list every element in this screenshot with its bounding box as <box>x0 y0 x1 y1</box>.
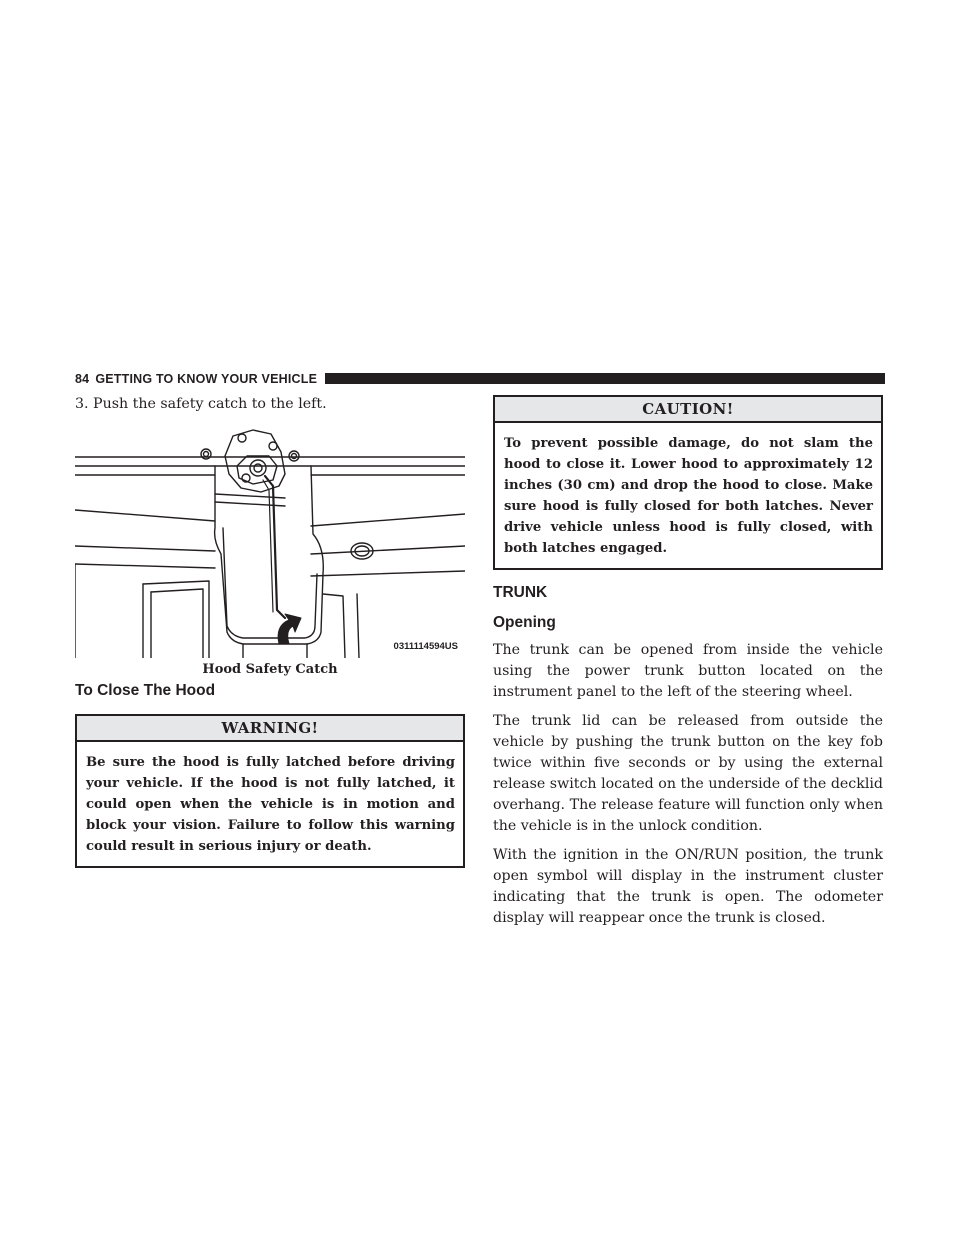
trunk-paragraph-3: With the ignition in the ON/RUN position, the trunk open symbol will display in the instrument cluster indicating that the trunk is open. The odometer display will reappear once the trunk is closed. <box>493 847 883 926</box>
caution-body: To prevent possible damage, do not slam the hood to close it. Lower hood to approximately 12 inches (30 cm) and drop the hood to close. Make sure hood is fully closed for both latches. Never drive vehicle unless hood is fully closed, with both latches engaged. <box>504 436 873 556</box>
left-column <box>75 392 465 868</box>
running-header <box>75 372 317 386</box>
trunk-heading: TRUNK <box>493 584 548 601</box>
warning-box <box>75 714 465 868</box>
hood-safety-catch-figure <box>75 426 465 680</box>
trunk-paragraph-1: The trunk can be opened from inside the vehicle using the power trunk button located on the instrument panel to the left of the steering wheel. <box>493 642 883 700</box>
step-3-text: 3. Push the safety catch to the left. <box>75 396 327 412</box>
warning-body: Be sure the hood is fully latched before driving your vehicle. If the hood is not fully latched, it could open when the vehicle is in motion and block your vision. Failure to follow this warning could result in serious injury or death. <box>86 755 455 854</box>
close-hood-heading: To Close The Hood <box>75 682 216 699</box>
trunk-paragraph-2: The trunk lid can be released from outside the vehicle by pushing the trunk button on the key fob twice within five seconds or by using the external release switch located on the underside of the decklid overhang. The release feature will function only when the vehicle is in the unlock condition. <box>493 713 883 834</box>
chapter-title: GETTING TO KNOW YOUR VEHICLE <box>95 371 318 386</box>
page-header <box>75 370 885 387</box>
warning-title: WARNING! <box>77 716 463 742</box>
page-number: 84 <box>75 371 90 386</box>
hood-safety-catch-illustration <box>75 426 465 658</box>
caution-box <box>493 395 883 570</box>
figure-caption: Hood Safety Catch <box>202 662 338 677</box>
opening-heading: Opening <box>493 614 556 631</box>
figure-code: 0311114594US <box>393 641 458 652</box>
caution-title: CAUTION! <box>495 397 881 423</box>
header-rule <box>325 373 885 384</box>
right-column <box>493 395 883 929</box>
